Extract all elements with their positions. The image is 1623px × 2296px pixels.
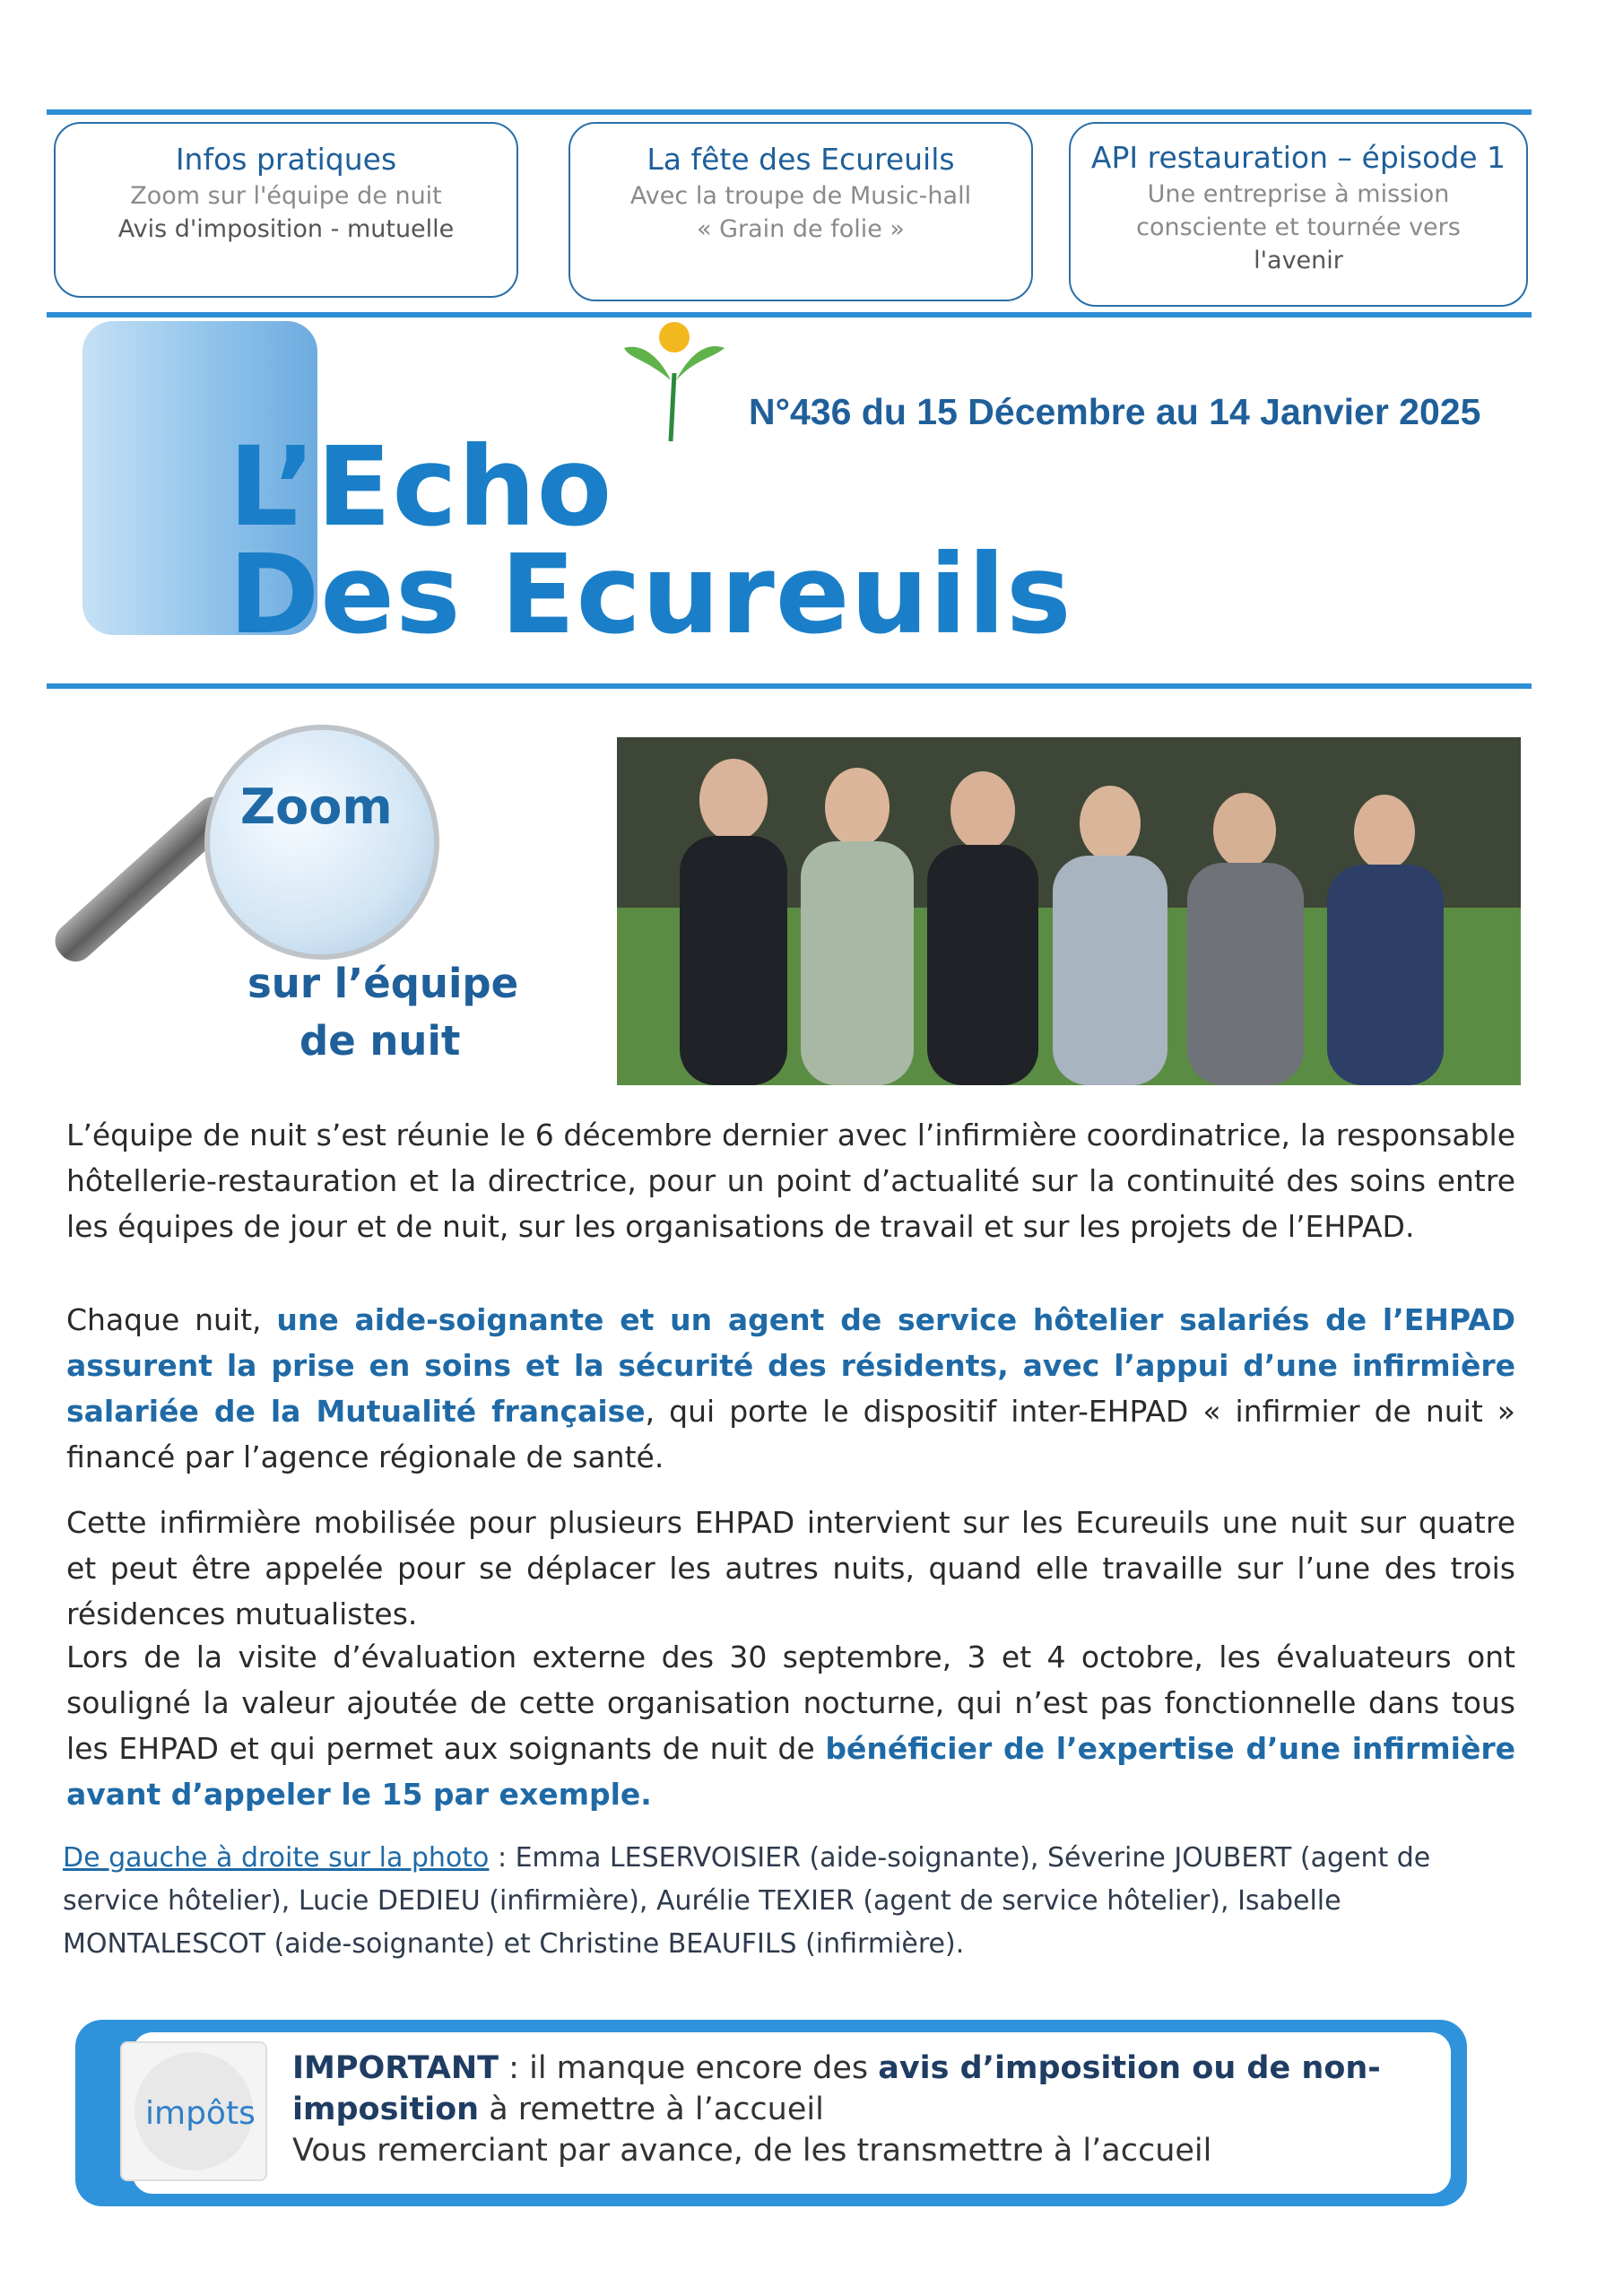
header-box-infos[interactable] [54,122,518,298]
paragraph-text: , qui porte le dispositif inter-EHPAD « infirmier de nuit » financé par l’agence régionale de santé. [66,1394,1515,1474]
paragraph-text: Lors de la visite d’évaluation externe des 30 septembre, 3 et 4 octobre, les évaluateurs ont souligné la valeur ajoutée de cette organisation nocturne, qui n’est pas fonctionnelle dans tous les EHPAD et qui permet aux soignants de nuit de [66,1639,1515,1766]
header-box-line: l'avenir [1254,247,1343,274]
header-box-line: consciente et tournée vers [1136,213,1461,241]
header-box-title: API restauration – épisode 1 [1090,140,1506,175]
important-text-part: : il manque encore des [499,2050,879,2086]
sprout-logo-icon [619,316,735,446]
team-photo-figures [617,737,1521,1085]
impots-word: impôts [145,2095,256,2132]
header-box-title: La fête des Ecureuils [647,142,955,177]
header-box-line: Avec la troupe de Music-hall [629,182,972,210]
zoom-subtitle-line1: sur l’équipe [247,960,519,1007]
article-paragraph-3: Cette infirmière mobilisée pour plusieurs EHPAD intervient sur les Ecureuils une nuit sur quatre et peut être appelée pour se déplacer les autres nuits, quand elle travaille sur l’une des trois résidences mutualistes. [66,1505,1515,1631]
paragraph-highlight: bénéficier de l’expertise d’une infirmière avant d’appeler le 15 par exemple. [66,1731,1515,1812]
impots-icon [120,2041,267,2181]
header-bottom-rule [47,312,1532,317]
important-text-part: à remettre à l’accueil [479,2092,824,2127]
caption-lead: De gauche à droite sur la photo [63,1842,490,1874]
header-box-api[interactable] [1069,122,1528,307]
zoom-word: Zoom [240,778,393,835]
article-paragraph-4 [66,1634,1515,1817]
important-text [292,2048,1467,2171]
important-line2: Vous remerciant par avance, de les transmettre à l’accueil [292,2133,1212,2169]
header-box-line: Zoom sur l'équipe de nuit [130,182,442,210]
paragraph-text: Chaque nuit, [66,1302,277,1337]
caption-text: : Emma LESERVOISIER (aide-soignante), Séverine JOUBERT (agent de service hôtelier), Lucie DEDIEU (infirmière), Aurélie TEXIER (agent de service hôtelier), Isabelle MONTALESCOT (aide-soignante) et Christine BEAUFILS (infirmière). [63,1842,1431,1960]
article-paragraph-2 [66,1297,1515,1480]
header-box-line: Une entreprise à mission [1147,180,1450,208]
header-box-fete[interactable] [568,122,1033,301]
header-box-line: Avis d'imposition - mutuelle [117,215,455,243]
masthead-title-line2: Des Ecureuils [229,531,1072,658]
impots-word-cloud-icon [122,2043,265,2179]
zoom-subtitle-line2: de nuit [299,1017,461,1065]
photo-caption [63,1837,1515,1966]
team-photo [617,737,1521,1085]
magnifier-icon [204,725,439,960]
article-paragraph-1: L’équipe de nuit s’est réunie le 6 décembre dernier avec l’infirmière coordinatrice, la responsable hôtellerie-restauration et la directrice, pour un point d’actualité sur la continuité des soins entre les équipes de jour et de nuit, sur les organisations de travail et sur les projets de l’EHPAD. [66,1118,1515,1244]
masthead-rule [47,683,1532,689]
important-label: IMPORTANT [292,2050,499,2086]
issue-number: N°436 du 15 Décembre au 14 Janvier 2025 [749,391,1481,432]
header-box-title: Infos pratiques [175,142,397,177]
important-bold: avis d’imposition ou de non-imposition [292,2050,1381,2127]
paragraph-highlight: une aide-soignante et un agent de service hôtelier salariés de l’EHPAD assurent la prise en soins et la sécurité des résidents, avec l’appui d’une infirmière salariée de la Mutualité française [66,1302,1515,1429]
top-rule [47,109,1532,115]
header-box-line: « Grain de folie » [697,215,905,243]
masthead-title-line1: L’Echo [229,423,613,551]
